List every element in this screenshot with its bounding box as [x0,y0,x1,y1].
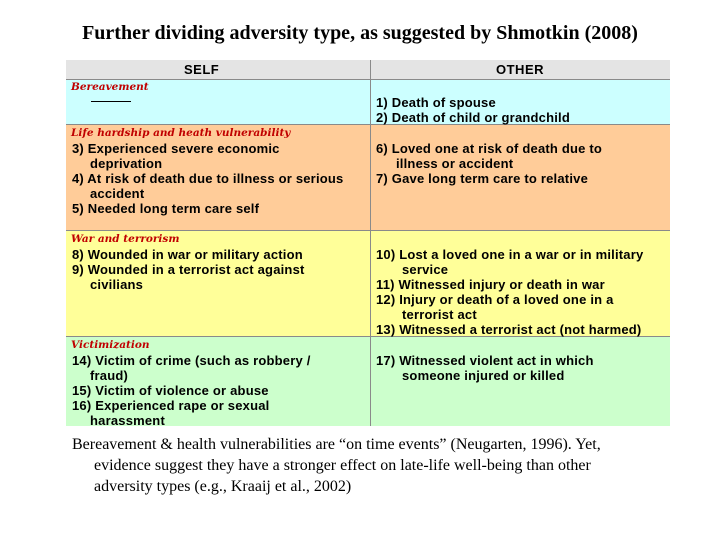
item-3-cont: deprivation [90,156,163,171]
adversity-table [66,60,670,426]
item-6-cont: illness or accident [396,156,514,171]
item-12-cont: terrorist act [402,307,477,322]
item-15: 15) Victim of violence or abuse [72,383,269,398]
category-war-terrorism: War and terrorism [71,233,180,245]
item-14: 14) Victim of crime (such as robbery / [72,353,311,368]
item-4-cont: accident [90,186,145,201]
item-9-cont: civilians [90,277,144,292]
item-7: 7) Gave long term care to relative [376,171,588,186]
slide-title: Further dividing adversity type, as suggested by Shmotkin (2008) [82,22,638,44]
row-victimization [66,337,670,426]
self-blank-line [91,101,131,102]
item-8: 8) Wounded in war or military action [72,247,303,262]
footnote-line-1: Bereavement & health vulnerabilities are “on time events” (Neugarten, 1996). Yet, [72,436,601,453]
row-war-terrorism [66,231,670,337]
category-life-hardship: Life hardship and heath vulnerability [71,127,291,139]
item-3: 3) Experienced severe economic [72,141,280,156]
item-5: 5) Needed long term care self [72,201,260,216]
footnote [72,434,692,497]
item-13: 13) Witnessed a terrorist act (not harmed) [376,322,642,337]
item-2: 2) Death of child or grandchild [376,110,570,125]
item-17: 17) Witnessed violent act in which [376,353,594,368]
item-12: 12) Injury or death of a loved one in a [376,292,614,307]
item-10-cont: service [402,262,449,277]
header-other: OTHER [496,62,544,77]
category-bereavement: Bereavement [71,81,149,93]
footnote-line-2: evidence suggest they have a stronger effect on late-life well-being than other [94,457,591,474]
footnote-line-3: adversity types (e.g., Kraaij et al., 2002) [94,478,352,495]
row-life-hardship [66,125,670,231]
item-1: 1) Death of spouse [376,95,496,110]
item-14-cont: fraud) [90,368,129,383]
item-16: 16) Experienced rape or sexual [72,398,270,413]
item-17-cont: someone injured or killed [402,368,565,383]
item-10: 10) Lost a loved one in a war or in military [376,247,644,262]
item-4: 4) At risk of death due to illness or serious [72,171,344,186]
item-9: 9) Wounded in a terrorist act against [72,262,305,277]
table-header [66,60,670,80]
item-16-cont: harassment [90,413,165,428]
header-self: SELF [184,62,220,77]
row-bereavement [66,80,670,125]
item-6: 6) Loved one at risk of death due to [376,141,603,156]
item-11: 11) Witnessed injury or death in war [376,277,605,292]
column-divider [370,60,371,426]
category-victimization: Victimization [71,339,150,351]
